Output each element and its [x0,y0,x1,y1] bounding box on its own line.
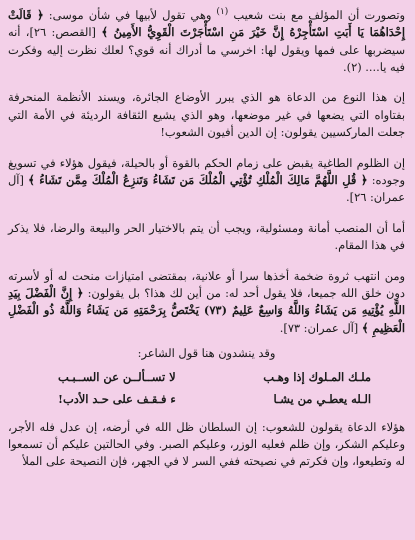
paragraph-intro [8,4,405,76]
quran-verse: ﴿ قَالَتْ إِحْدَاهُمَا يَا أَبَتِ اسْتَأْجِرْهُ إِنَّ خَيْرَ مَنِ اسْتَأْجَرْتَ الْقَوِيُّ الأَمِينُ ﴾ [8,7,405,40]
quran-verse: ﴿ إِنَّ الْفَضْلَ بِيَدِ اللَّهِ يُؤْتِيهِ مَن يَشَاءُ وَاللَّهُ وَاسِعٌ عَلِيمٌ (٧٣) يَخْتَصُّ بِرَحْمَتِهِ مَن يَشَاءُ وَاللَّهُ ذُو الْفَضْلِ الْعَظِيمِ ﴾ [8,286,405,335]
paragraph-text: إن الظلوم الطاغية يقبض على زمام الحكم بالقوة أو بالحيلة، فيقول هؤلاء في تسويغ وجوده: [8,155,406,188]
paragraph-text: ومن انتهب ثروة ضخمة أخذها سرا أو علانية، بمقتضى امتيازات منحت له أو لأسرته دون خلق الله جميعا، فلا يقول أحد له: من أين لك هذا؟ بل يقولون: [8,268,405,301]
hemistich: ملـك المـلوك إذا وهـب [263,369,371,384]
hemistich: الـله يعطـي من يشـا [273,392,371,407]
hemistich: لا تســألــن عن الســبـب [58,369,176,384]
poem-verse [8,369,405,386]
paragraph-6: هؤلاء الدعاة يقولون للشعوب: إن السلطان ظل الله في أرضه، إن عدل فله الأجر، وعليكم الشكر، وإن ظلم فعليه الوزر، وعليكم الصبر. وفي الحالتين عليكم أن تسمعوا له وتطيعوا، وإن فكرتم في نصيحته ففي السر لا في الجهر، فإن النصيحة على الملأ [8,419,405,469]
verse-source: [القصص: ٢٦]، [25,25,96,40]
paragraph-2: إن هذا النوع من الدعاة هو الذي يبرر الأوضاع الجائرة، ويسند الأنظمة المنحرفة بفتاواه التي يضعها في غير موضعها، وهو الذي يشيع الثقافة الرديئة في الأمة التي جعلت الماركسيين يقولون: إن الدين أفيون الشعوب! [8,90,405,140]
poem-verse [8,391,405,408]
paragraph-4: أما أن المنصب أمانة ومسئولية، ويجب أن يتم بالاختيار الحر والبيعة والرضا، فلا يذكر في هذا المقام. [8,220,405,253]
paragraph-5 [8,268,405,338]
paragraph-text: وتصورت أن المؤلف مع بنت شعيب [233,7,406,22]
hemistich: ء فـقـف على حـد الأدب! [58,392,176,407]
quran-verse: ﴿ قُلِ اللَّهُمَّ مَالِكَ الْمُلْكِ تُؤْتِي الْمُلْكَ مَن تَشَاءُ وَتَنزِعُ الْمُلْكَ مِمَّن تَشَاءُ ﴾ [28,173,368,188]
paragraph-3 [8,155,405,207]
paragraph-text: أنه سيضربها على فمها ويقول لها: اخرسي ما أدراك أنه قوي؟ لعلك نظرت إليه وفكرت فيه يا.... (٢). [8,25,405,75]
footnote-ref: (١) [216,7,229,17]
poem-intro: وقد ينشدون هنا قول الشاعر: [137,346,276,361]
verse-source: [آل عمران: ٢٦]. [8,173,405,205]
paragraph-text: وهي تقول لأبيها في شأن موسى: [48,7,212,22]
verse-source: [آل عمران: ٧٣]. [279,320,359,335]
poem [8,369,405,409]
